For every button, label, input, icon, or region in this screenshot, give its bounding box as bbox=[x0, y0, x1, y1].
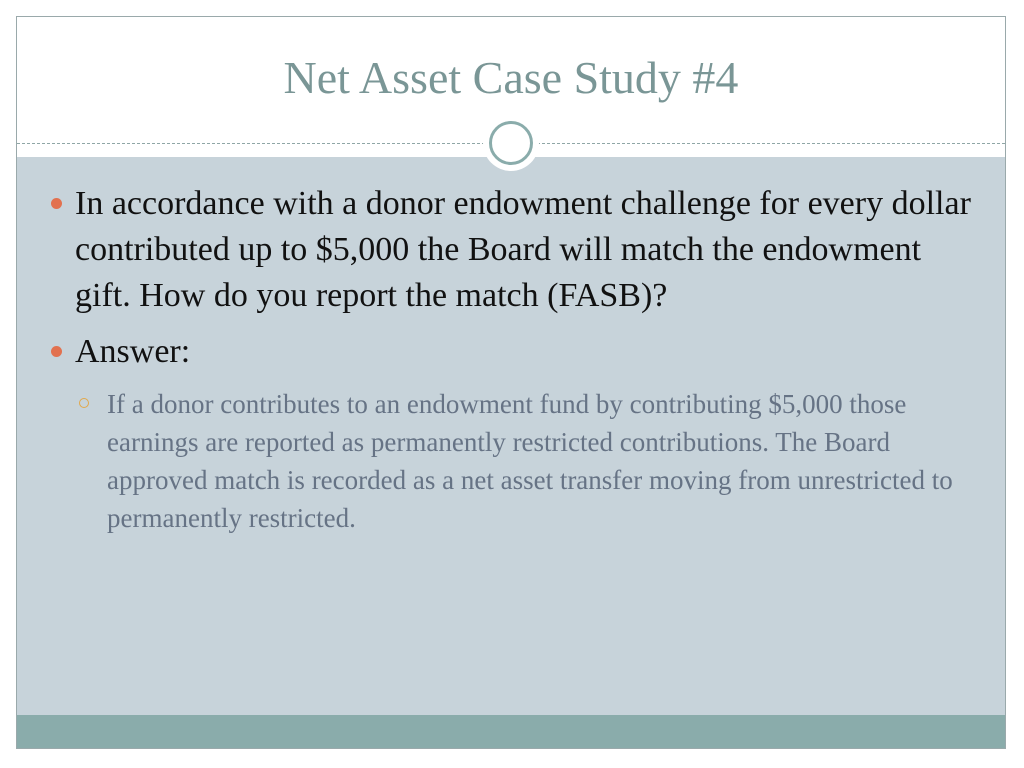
filled-circle-bullet-icon bbox=[51, 346, 62, 357]
slide bbox=[16, 16, 1006, 749]
bullet-text: In accordance with a donor endowment challenge for every dollar contributed up to $5,000 the Board will match the endowment gift. How do you report the match (FASB)? bbox=[75, 185, 971, 314]
filled-circle-bullet-icon bbox=[51, 198, 62, 209]
bullet-item-question bbox=[17, 181, 1005, 319]
ring-ornament-icon bbox=[483, 115, 539, 171]
bullet-list bbox=[17, 181, 1005, 537]
sub-bullet-item bbox=[17, 385, 1005, 537]
sub-bullet-text: If a donor contributes to an endowment fund by contributing $5,000 those earnings are reported as permanently restricted contributions. The Board approved match is recorded as a net asset transfer moving from unrestricted to permanently restricted. bbox=[107, 389, 953, 533]
ring-ornament-inner bbox=[489, 121, 533, 165]
hollow-circle-bullet-icon bbox=[79, 398, 89, 408]
slide-title: Net Asset Case Study #4 bbox=[283, 52, 739, 103]
bullet-text: Answer: bbox=[75, 333, 191, 370]
sub-bullet-list bbox=[17, 385, 1005, 537]
bullet-item-answer bbox=[17, 329, 1005, 375]
sub-bullet-container bbox=[17, 385, 1005, 537]
footer-bar bbox=[17, 715, 1005, 748]
